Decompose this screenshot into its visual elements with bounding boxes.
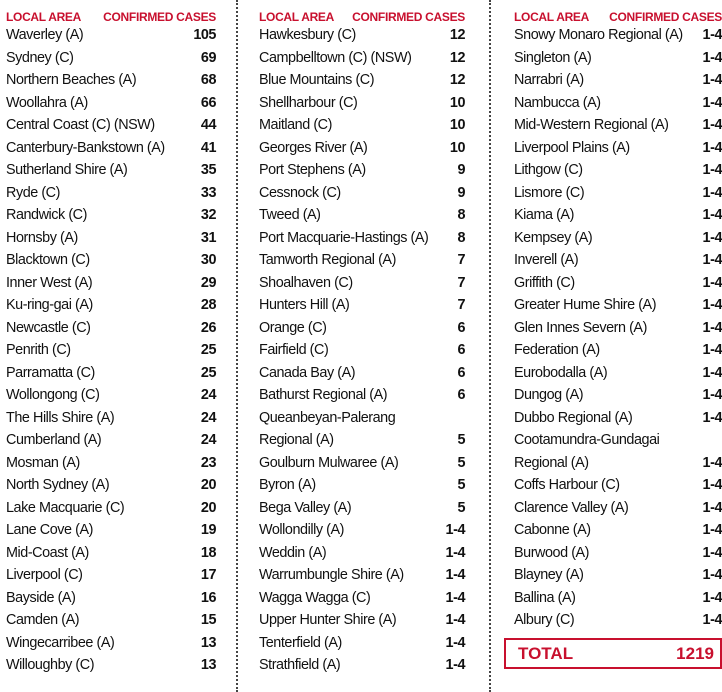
table-row xyxy=(514,497,722,520)
local-area-name: Tweed (A) xyxy=(259,207,321,223)
confirmed-cases-value: 66 xyxy=(200,94,216,111)
local-area-name-line1: Queanbeyan-Palerang xyxy=(259,409,396,426)
total-box xyxy=(504,638,722,669)
confirmed-cases-value: 1-4 xyxy=(702,184,722,201)
confirmed-cases-heading: CONFIRMED CASES xyxy=(352,10,465,24)
confirmed-cases-value: 1-4 xyxy=(702,207,722,223)
column-divider xyxy=(236,0,238,692)
local-area-name: Waverley (A) xyxy=(6,27,84,43)
local-area-name: Blacktown (C) xyxy=(6,252,90,268)
confirmed-cases-value: 28 xyxy=(200,297,216,313)
table-row xyxy=(259,204,465,227)
table-row xyxy=(6,204,216,227)
local-area-name: Lake Macquarie (C) xyxy=(6,499,125,516)
local-area-name: Penrith (C) xyxy=(6,342,71,358)
table-row xyxy=(6,362,216,385)
local-area-name: Glen Innes Severn (A) xyxy=(514,319,647,336)
confirmed-cases-value: 6 xyxy=(457,319,465,336)
table-row xyxy=(259,47,465,70)
local-area-name: Sutherland Shire (A) xyxy=(6,162,128,178)
confirmed-cases-value: 17 xyxy=(200,567,216,583)
local-area-name: Bayside (A) xyxy=(6,589,76,606)
confirmed-cases-value: 16 xyxy=(200,589,216,606)
table-row xyxy=(6,474,216,497)
confirmed-cases-value: 1-4 xyxy=(702,454,722,471)
confirmed-cases-value: 30 xyxy=(200,252,216,268)
table-row xyxy=(259,249,465,272)
table-row xyxy=(514,294,722,317)
local-area-name: Lane Cove (A) xyxy=(6,522,93,538)
table-row xyxy=(6,294,216,317)
local-area-name: Mid-Coast (A) xyxy=(6,544,89,561)
confirmed-cases-value: 23 xyxy=(200,454,216,471)
confirmed-cases-value: 1-4 xyxy=(702,342,722,358)
local-area-name: Wollondilly (A) xyxy=(259,522,344,538)
table-row xyxy=(259,294,465,317)
table-row xyxy=(259,474,465,497)
local-area-name: Cumberland (A) xyxy=(6,432,102,448)
confirmed-cases-value: 10 xyxy=(449,117,465,133)
local-area-name: Maitland (C) xyxy=(259,117,332,133)
confirmed-cases-value: 8 xyxy=(457,207,465,223)
local-area-heading: LOCAL AREA xyxy=(6,10,82,24)
local-area-name: Kempsey (A) xyxy=(514,229,593,246)
local-area-name: Kiama (A) xyxy=(514,207,574,223)
local-area-name: Shoalhaven (C) xyxy=(259,274,353,291)
table-row xyxy=(514,339,722,362)
table-row xyxy=(514,69,722,92)
local-area-name: Snowy Monaro Regional (A) xyxy=(514,27,683,43)
local-area-name xyxy=(259,407,395,452)
confirmed-cases-value: 24 xyxy=(200,432,216,448)
local-area-name: Weddin (A) xyxy=(259,544,327,561)
confirmed-cases-value: 1-4 xyxy=(702,139,722,156)
local-area-name: Woollahra (A) xyxy=(6,94,88,111)
table-row xyxy=(259,362,465,385)
local-area-name: Inverell (A) xyxy=(514,252,579,268)
table-row xyxy=(514,114,722,137)
total-value: 1219 xyxy=(676,643,714,663)
local-area-name: Ryde (C) xyxy=(6,184,60,201)
local-area-name: Hunters Hill (A) xyxy=(259,297,350,313)
local-area-name: Byron (A) xyxy=(259,477,316,493)
table-row xyxy=(514,182,722,205)
table-row xyxy=(6,317,216,340)
local-area-name: Blayney (A) xyxy=(514,567,584,583)
table-row xyxy=(259,92,465,115)
confirmed-cases-value: 32 xyxy=(200,207,216,223)
confirmed-cases-value: 9 xyxy=(457,184,465,201)
local-area-name: Dubbo Regional (A) xyxy=(514,409,633,426)
confirmed-cases-value: 13 xyxy=(200,657,216,673)
column-header xyxy=(6,0,216,24)
table-row xyxy=(259,452,465,475)
table-row xyxy=(259,159,465,182)
local-area-name: Hornsby (A) xyxy=(6,229,78,246)
table-row xyxy=(259,272,465,295)
confirmed-cases-value: 1-4 xyxy=(445,589,465,606)
case-list xyxy=(259,24,465,677)
local-area-name: Mid-Western Regional (A) xyxy=(514,117,669,133)
table-row xyxy=(514,384,722,407)
table-row xyxy=(6,182,216,205)
table-row xyxy=(514,542,722,565)
local-area-name: Liverpool Plains (A) xyxy=(514,139,630,156)
column-2 xyxy=(259,0,465,677)
local-area-name: Camden (A) xyxy=(6,612,80,628)
local-area-name: Fairfield (C) xyxy=(259,342,329,358)
local-area-name: Burwood (A) xyxy=(514,544,590,561)
table-row xyxy=(514,564,722,587)
confirmed-cases-value: 1-4 xyxy=(702,612,722,628)
confirmed-cases-value: 5 xyxy=(457,432,465,448)
local-area-name-line2: Regional (A) xyxy=(514,454,589,471)
table-row xyxy=(259,407,465,452)
local-area-name: Bathurst Regional (A) xyxy=(259,387,388,403)
local-area-name: Canterbury-Bankstown (A) xyxy=(6,139,165,156)
table-row xyxy=(6,587,216,610)
confirmed-cases-heading: CONFIRMED CASES xyxy=(609,10,722,24)
table-row xyxy=(514,159,722,182)
confirmed-cases-value: 1-4 xyxy=(702,364,722,381)
table-row xyxy=(6,452,216,475)
local-area-name: Singleton (A) xyxy=(514,49,592,66)
table-row xyxy=(514,249,722,272)
column-divider xyxy=(489,0,491,692)
confirmed-cases-value: 6 xyxy=(457,387,465,403)
confirmed-cases-value: 1-4 xyxy=(702,49,722,66)
table-row xyxy=(259,114,465,137)
table-row xyxy=(6,272,216,295)
confirmed-cases-value: 10 xyxy=(449,139,465,156)
case-list xyxy=(514,24,722,632)
local-area-name: The Hills Shire (A) xyxy=(6,409,115,426)
local-area-name: Cabonne (A) xyxy=(514,522,591,538)
local-area-name: Sydney (C) xyxy=(6,49,74,66)
confirmed-cases-value: 1-4 xyxy=(702,252,722,268)
table-row xyxy=(259,654,465,677)
case-list xyxy=(6,24,216,677)
local-area-name: Wagga Wagga (C) xyxy=(259,589,371,606)
local-area-name: Strathfield (A) xyxy=(259,657,341,673)
local-area-name: Griffith (C) xyxy=(514,274,575,291)
confirmed-cases-value: 9 xyxy=(457,162,465,178)
local-area-name: Campbelltown (C) (NSW) xyxy=(259,49,412,66)
confirmed-cases-value: 1-4 xyxy=(702,274,722,291)
local-area-name: Wingecarribee (A) xyxy=(6,634,115,651)
local-area-name: Narrabri (A) xyxy=(514,72,584,88)
confirmed-cases-value: 1-4 xyxy=(702,297,722,313)
confirmed-cases-value: 10 xyxy=(449,94,465,111)
table-row xyxy=(514,429,722,474)
table-row xyxy=(514,474,722,497)
confirmed-cases-value: 12 xyxy=(449,27,465,43)
table-row xyxy=(6,47,216,70)
local-area-name: Port Macquarie-Hastings (A) xyxy=(259,229,429,246)
local-area-name: Nambucca (A) xyxy=(514,94,601,111)
local-area-name: North Sydney (A) xyxy=(6,477,110,493)
confirmed-cases-value: 1-4 xyxy=(702,387,722,403)
confirmed-cases-value: 35 xyxy=(200,162,216,178)
local-area-name: Ku-ring-gai (A) xyxy=(6,297,93,313)
table-row xyxy=(514,47,722,70)
table-row xyxy=(259,227,465,250)
table-row xyxy=(6,339,216,362)
confirmed-cases-value: 1-4 xyxy=(702,319,722,336)
table-row xyxy=(6,24,216,47)
table-row xyxy=(6,654,216,677)
table-row xyxy=(514,92,722,115)
local-area-name: Central Coast (C) (NSW) xyxy=(6,117,155,133)
table-row xyxy=(514,227,722,250)
local-area-name: Lismore (C) xyxy=(514,184,585,201)
confirmed-cases-value: 1-4 xyxy=(445,634,465,651)
confirmed-cases-value: 20 xyxy=(200,499,216,516)
confirmed-cases-value: 1-4 xyxy=(702,72,722,88)
table-row xyxy=(259,137,465,160)
local-area-name: Willoughby (C) xyxy=(6,657,95,673)
table-row xyxy=(514,204,722,227)
local-area-name: Bega Valley (A) xyxy=(259,499,352,516)
table-row xyxy=(6,137,216,160)
confirmed-cases-value: 1-4 xyxy=(702,27,722,43)
confirmed-cases-value: 1-4 xyxy=(702,477,722,493)
confirmed-cases-value: 41 xyxy=(200,139,216,156)
confirmed-cases-value: 33 xyxy=(200,184,216,201)
table-row xyxy=(6,497,216,520)
local-area-heading: LOCAL AREA xyxy=(514,10,590,24)
table-row xyxy=(259,182,465,205)
confirmed-cases-value: 1-4 xyxy=(702,567,722,583)
table-row xyxy=(6,92,216,115)
confirmed-cases-value: 6 xyxy=(457,342,465,358)
local-area-name: Warrumbungle Shire (A) xyxy=(259,567,404,583)
local-area-name: Northern Beaches (A) xyxy=(6,72,137,88)
confirmed-cases-value: 1-4 xyxy=(445,522,465,538)
confirmed-cases-value: 44 xyxy=(200,117,216,133)
local-area-name-line1: Cootamundra-Gundagai xyxy=(514,432,660,448)
local-area-name-line2: Regional (A) xyxy=(259,432,334,448)
confirmed-cases-value: 5 xyxy=(457,477,465,493)
table-row xyxy=(514,317,722,340)
table-row xyxy=(514,137,722,160)
local-area-name: Tamworth Regional (A) xyxy=(259,252,396,268)
confirmed-cases-value: 1-4 xyxy=(445,567,465,583)
table-row xyxy=(259,587,465,610)
confirmed-cases-value: 20 xyxy=(200,477,216,493)
table-row xyxy=(259,317,465,340)
confirmed-cases-value: 5 xyxy=(457,454,465,471)
table-row xyxy=(6,69,216,92)
local-area-name: Upper Hunter Shire (A) xyxy=(259,612,397,628)
local-area-name: Liverpool (C) xyxy=(6,567,83,583)
local-area-name xyxy=(514,429,659,474)
confirmed-cases-value: 69 xyxy=(200,49,216,66)
confirmed-cases-value: 1-4 xyxy=(445,657,465,673)
table-row xyxy=(259,632,465,655)
confirmed-cases-value: 26 xyxy=(200,319,216,336)
confirmed-cases-value: 12 xyxy=(449,49,465,66)
local-area-heading: LOCAL AREA xyxy=(259,10,335,24)
local-area-name: Orange (C) xyxy=(259,319,327,336)
confirmed-cases-value: 15 xyxy=(200,612,216,628)
local-area-name: Ballina (A) xyxy=(514,589,576,606)
column-3 xyxy=(514,0,722,669)
confirmed-cases-value: 29 xyxy=(200,274,216,291)
table-row xyxy=(6,384,216,407)
confirmed-cases-value: 7 xyxy=(457,252,465,268)
table-row xyxy=(6,564,216,587)
column-header xyxy=(514,0,722,24)
local-area-name: Clarence Valley (A) xyxy=(514,499,629,516)
column-1 xyxy=(6,0,216,677)
table-row xyxy=(6,227,216,250)
confirmed-cases-value: 8 xyxy=(457,229,465,246)
local-area-name: Dungog (A) xyxy=(514,387,584,403)
table-row xyxy=(259,609,465,632)
table-row xyxy=(6,429,216,452)
confirmed-cases-value: 1-4 xyxy=(702,499,722,516)
table-row xyxy=(259,384,465,407)
table-row xyxy=(6,519,216,542)
table-row xyxy=(514,587,722,610)
confirmed-cases-value: 1-4 xyxy=(702,589,722,606)
local-area-name: Newcastle (C) xyxy=(6,319,91,336)
confirmed-cases-value: 25 xyxy=(200,342,216,358)
table-row xyxy=(514,407,722,430)
local-area-name: Hawkesbury (C) xyxy=(259,27,356,43)
local-area-name: Inner West (A) xyxy=(6,274,93,291)
table-row xyxy=(514,519,722,542)
table-row xyxy=(259,497,465,520)
local-area-name: Canada Bay (A) xyxy=(259,364,356,381)
local-area-name: Goulburn Mulwaree (A) xyxy=(259,454,399,471)
confirmed-cases-value: 1-4 xyxy=(445,612,465,628)
confirmed-cases-value: 1-4 xyxy=(445,544,465,561)
confirmed-cases-value: 7 xyxy=(457,297,465,313)
table-row xyxy=(6,114,216,137)
local-area-name: Mosman (A) xyxy=(6,454,80,471)
confirmed-cases-value: 6 xyxy=(457,364,465,381)
local-area-name: Coffs Harbour (C) xyxy=(514,477,620,493)
confirmed-cases-heading: CONFIRMED CASES xyxy=(103,10,216,24)
table-row xyxy=(6,407,216,430)
confirmed-cases-value: 19 xyxy=(200,522,216,538)
confirmed-cases-value: 25 xyxy=(200,364,216,381)
table-row xyxy=(514,609,722,632)
confirmed-cases-value: 5 xyxy=(457,499,465,516)
confirmed-cases-value: 1-4 xyxy=(702,229,722,246)
confirmed-cases-value: 24 xyxy=(200,387,216,403)
table-row xyxy=(514,24,722,47)
local-area-name: Parramatta (C) xyxy=(6,364,95,381)
confirmed-cases-value: 105 xyxy=(193,27,216,43)
local-area-name: Eurobodalla (A) xyxy=(514,364,608,381)
table-row xyxy=(514,362,722,385)
confirmed-cases-value: 7 xyxy=(457,274,465,291)
confirmed-cases-value: 1-4 xyxy=(702,522,722,538)
local-area-name: Lithgow (C) xyxy=(514,162,583,178)
table-row xyxy=(259,339,465,362)
table-row xyxy=(514,272,722,295)
confirmed-cases-value: 1-4 xyxy=(702,544,722,561)
table-row xyxy=(259,69,465,92)
local-area-name: Port Stephens (A) xyxy=(259,162,366,178)
confirmed-cases-value: 68 xyxy=(200,72,216,88)
table-row xyxy=(6,632,216,655)
confirmed-cases-value: 1-4 xyxy=(702,409,722,426)
confirmed-cases-value: 13 xyxy=(200,634,216,651)
confirmed-cases-value: 1-4 xyxy=(702,94,722,111)
confirmed-cases-value: 1-4 xyxy=(702,162,722,178)
confirmed-cases-value: 18 xyxy=(200,544,216,561)
local-area-name: Randwick (C) xyxy=(6,207,87,223)
local-area-name: Albury (C) xyxy=(514,612,575,628)
local-area-name: Tenterfield (A) xyxy=(259,634,342,651)
local-area-name: Shellharbour (C) xyxy=(259,94,358,111)
table-row xyxy=(259,542,465,565)
confirmed-cases-value: 31 xyxy=(200,229,216,246)
total-label: TOTAL xyxy=(518,643,574,663)
table-row xyxy=(6,249,216,272)
local-area-name: Cessnock (C) xyxy=(259,184,341,201)
column-header xyxy=(259,0,465,24)
confirmed-cases-value: 24 xyxy=(200,409,216,426)
local-area-name: Federation (A) xyxy=(514,342,600,358)
local-area-name: Blue Mountains (C) xyxy=(259,72,375,88)
table-row xyxy=(6,542,216,565)
table-row xyxy=(259,564,465,587)
local-area-name: Georges River (A) xyxy=(259,139,368,156)
confirmed-cases-value: 1-4 xyxy=(702,117,722,133)
table-row xyxy=(6,609,216,632)
table-row xyxy=(259,519,465,542)
local-area-name: Wollongong (C) xyxy=(6,387,100,403)
table-row xyxy=(259,24,465,47)
local-area-name: Greater Hume Shire (A) xyxy=(514,297,657,313)
confirmed-cases-value: 12 xyxy=(449,72,465,88)
table-row xyxy=(6,159,216,182)
